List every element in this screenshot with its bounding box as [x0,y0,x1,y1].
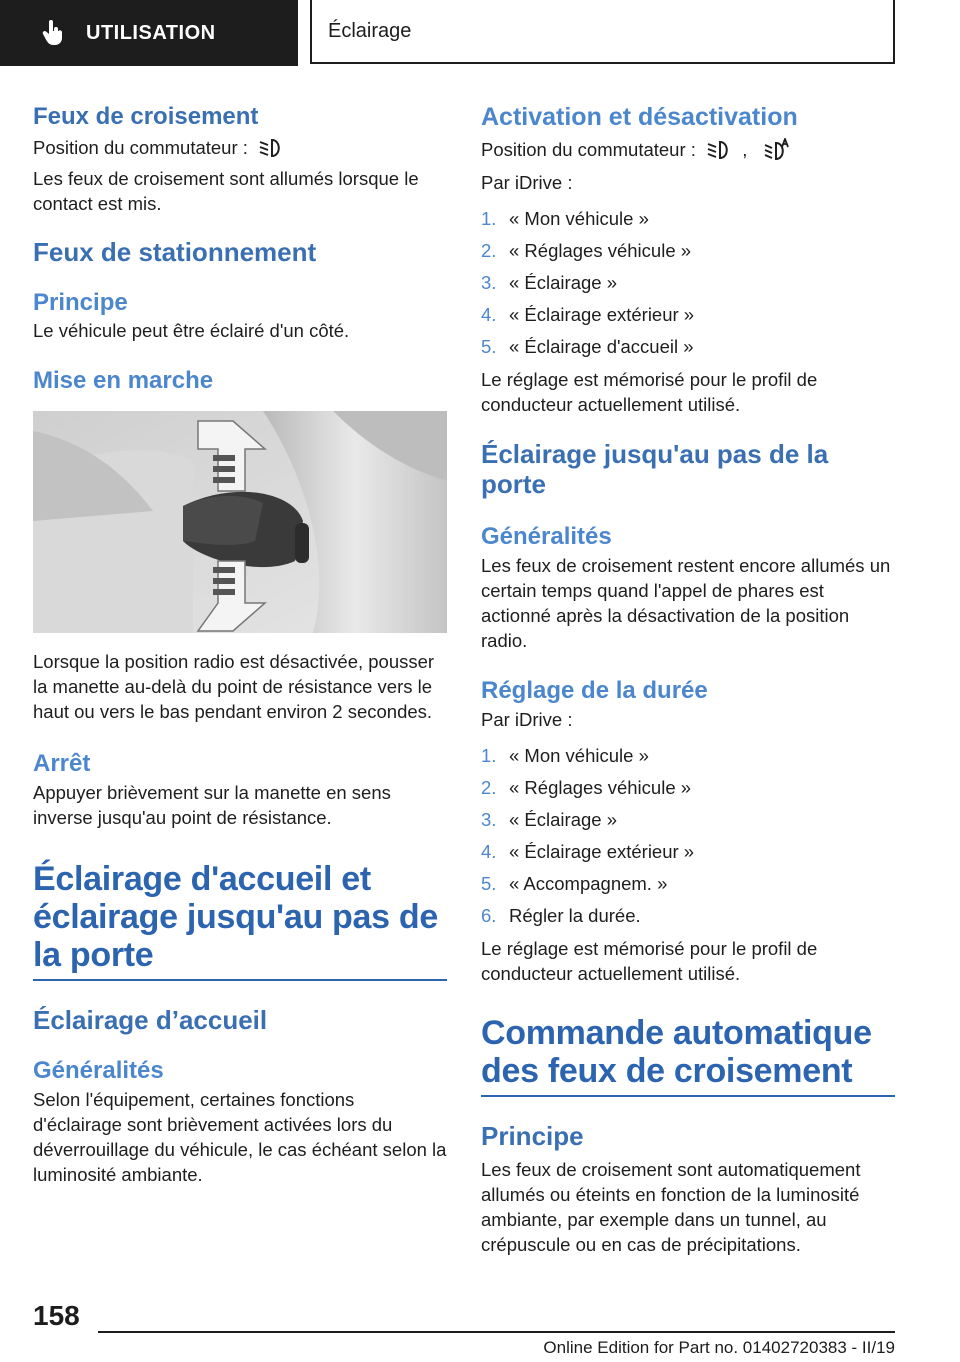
paragraph-arret: Appuyer brièvement sur la manette en sens inverse jusqu'au point de résistance. [33,782,391,828]
heading-feux-croisement: Feux de croisement [33,103,259,130]
heading-arret: Arrêt [33,750,91,777]
chapter-header [310,0,895,64]
paragraph-idrive: Par iDrive : [481,709,573,730]
heading-eclairage-accueil-pas-porte: Éclairage d'accueil et éclairage jusqu'au pas de la porte [33,860,438,974]
page-number: 158 [33,1300,80,1331]
left-column [33,100,447,1187]
list-item: 4. « Éclairage extérieur » [481,841,695,862]
position-label: Position du commutateur : [33,137,248,158]
chapter-title: Éclairage [328,19,412,42]
edition-text: Online Edition for Part no. 01402720383 - II/19 [543,1338,895,1357]
lever-illustration-graphic [33,411,447,633]
list-item: 3. « Éclairage » [481,809,617,830]
separator: , [742,139,748,160]
heading-eclairage-accueil: Éclairage d’accueil [33,1005,268,1035]
list-item: 3. « Éclairage » [481,272,617,293]
section-divider [481,1095,895,1097]
paragraph-idrive: Par iDrive : [481,172,573,193]
list-item: 1. « Mon véhicule » [481,745,649,766]
heading-generalites: Généralités [33,1057,164,1084]
paragraph-memorise: Le réglage est mémorisé pour le profil de conducteur actuellement utilisé. [481,938,818,984]
paragraph-position [33,135,447,160]
heading-activation: Activation et désactivation [481,103,798,131]
list-item: 4. « Éclairage extérieur » [481,304,695,325]
paragraph-generalites: Les feux de croisement restent encore allumés un certain temps quand l'appel de phares est actionné après la désactivation de la position radio. [481,555,891,651]
stalk-illustration [33,411,447,633]
footer-divider [98,1331,895,1333]
position-label: Position du commutateur : [481,139,696,160]
paragraph-principe: Les feux de croisement sont automatiquement allumés ou éteints en fonction de la luminosité ambiante, par exemple dans un tunnel, au crépuscule ou en cas de précipitations. [481,1159,861,1255]
list-item: 6. Régler la durée. [481,905,641,926]
heading-stationnement: Feux de stationnement [33,237,317,267]
list-item: 2. « Réglages véhicule » [481,240,692,261]
section-divider [33,979,447,981]
heading-mise-en-marche: Mise en marche [33,367,214,394]
paragraph-principe: Le véhicule peut être éclairé d'un côté. [33,320,350,341]
paragraph-generalites: Selon l'équipement, certaines fonctions d'éclairage sont brièvement activées lors du déverrouillage du véhicule, le cas échéant selon la luminosité ambiante. [33,1089,447,1185]
section-label: UTILISATION [86,21,216,44]
hand-pointer-icon [42,20,64,46]
auto-headlight-icon [764,138,790,160]
heading-principe: Principe [481,1121,584,1151]
heading-pas-porte: Éclairage jusqu'au pas de la porte [481,439,829,499]
heading-commande-auto: Commande automatique des feux de croisement [481,1014,872,1090]
list-item: 5. « Éclairage d'accueil » [481,336,694,357]
paragraph-feux-allumes: Les feux de croisement sont allumés lorsque le contact est mis. [33,168,419,214]
low-beam-headlight-icon [707,140,731,160]
list-activation-steps [481,203,895,363]
low-beam-headlight-icon [259,138,283,158]
paragraph-position [481,137,895,162]
list-item: 2. « Réglages véhicule » [481,777,692,798]
list-item: 5. « Accompagnem. » [481,873,668,894]
heading-generalites: Généralités [481,523,612,550]
paragraph-mise-en-marche: Lorsque la position radio est désactivée, pousser la manette au-delà du point de résistance vers le haut ou vers le bas pendant environ 2 secondes. [33,651,435,722]
paragraph-memorise: Le réglage est mémorisé pour le profil de conducteur actuellement utilisé. [481,369,818,415]
list-duree-steps [481,740,895,932]
list-item: 1. « Mon véhicule » [481,208,649,229]
right-column [481,100,895,1257]
section-tab[interactable] [0,0,298,66]
heading-principe: Principe [33,289,128,316]
heading-reglage-duree: Réglage de la durée [481,677,708,704]
